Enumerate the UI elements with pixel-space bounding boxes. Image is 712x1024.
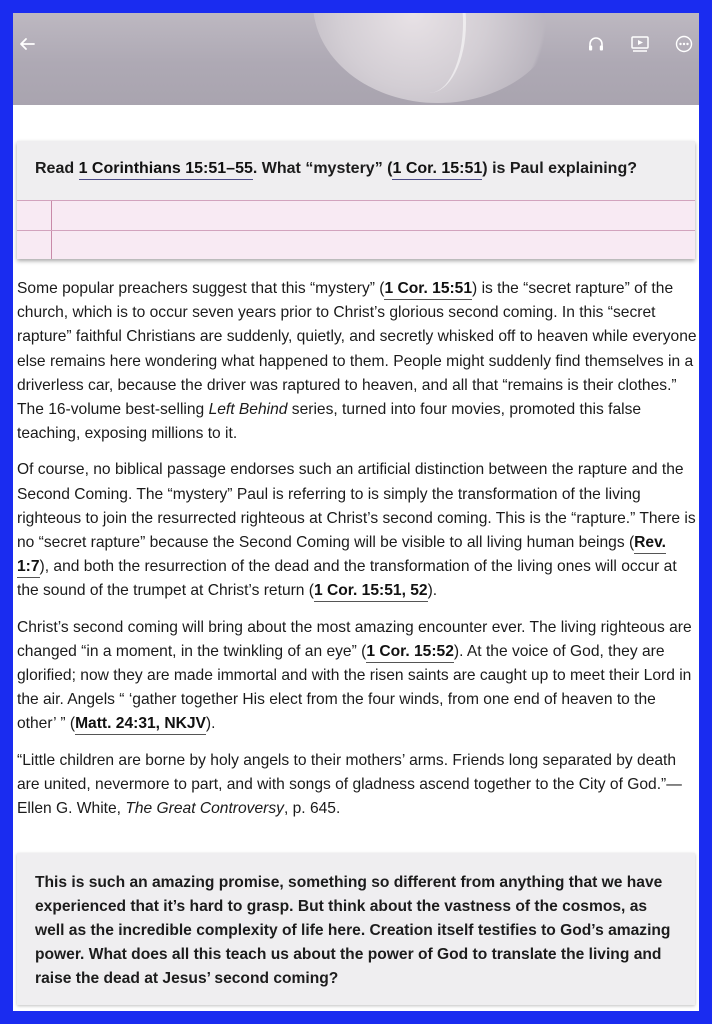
header-image [13, 13, 699, 105]
question-box [17, 141, 695, 259]
video-button[interactable] [629, 33, 651, 55]
more-options-button[interactable] [673, 33, 695, 55]
paragraph: Christ’s second coming will bring about the most amazing encounter ever. The living righteous are changed “in a moment, in the twinkling of an eye” (1 Cor. 15:52). At the voice of God, they are glorified; now they are made immortal and with the risen saints are caught up to meet their Lord in the air. Angels “ ‘gather together His elect from the four winds, from one end of heaven to the other’ ” (Matt. 24:31, NKJV). [17, 616, 697, 737]
more-options-icon [675, 35, 693, 53]
arrow-left-icon [19, 36, 35, 52]
discussion-text: This is such an amazing promise, something so different from anything that we have experienced that it’s hard to grasp. But think about the vastness of the cosmos, as well as the incredible complexity of life here. Creation itself testifies to God’s amazing power. What does all this teach us about the power of God to translate the living and raise the dead at Jesus’ second coming? [35, 874, 671, 987]
paragraph: Some popular preachers suggest that this “mystery” (1 Cor. 15:51) is the “secret rapture” of the church, which is to occur seven years prior to Christ’s glorious second coming. In this “secret rapture” faithful Christians are suddenly, quietly, and secretly whisked off to heaven while everyone else remains here wondering what happened to them. People might suddenly find themselves in a driverless car, because the driver was raptured to heaven, and all that “remains is their clothes.” The 16-volume best-selling Left Behind series, turned into four movies, promoted this false teaching, exposing millions to it. [17, 280, 697, 443]
bible-reference-link[interactable]: 1 Cor. 15:51 [384, 280, 472, 300]
bible-reference-link[interactable]: Matt. 24:31, NKJV [75, 715, 206, 735]
bible-reference-link[interactable]: 1 Cor. 15:51 [392, 160, 482, 180]
bible-reference-link[interactable]: 1 Corinthians 15:51–55 [79, 160, 253, 180]
discussion-box [17, 853, 695, 1005]
audio-button[interactable] [585, 33, 607, 55]
lesson-body [17, 277, 697, 833]
answer-input[interactable] [17, 200, 695, 259]
bible-reference-link[interactable]: 1 Cor. 15:51, 52 [314, 582, 428, 602]
paragraph: Of course, no biblical passage endorses such an artificial distinction between the rapture and the Second Coming. The “mystery” Paul is referring to is simply the transformation of the living righteous to join the resurrected righteous at Christ’s second coming. This is the “rapture.” There is no “secret rapture” because the Second Coming will be visible to all living human beings (Rev. 1:7), and both the resurrection of the dead and the transformation of the living ones will occur at the sound of the trumpet at Christ’s return (1 Cor. 15:51, 52). [17, 458, 697, 603]
bible-reference-link[interactable]: Rev. 1:7 [17, 534, 666, 578]
back-button[interactable] [16, 33, 38, 55]
headphones-icon [587, 35, 605, 53]
question-text: Read 1 Corinthians 15:51–55. What “mystery” (1 Cor. 15:51) is Paul explaining? [35, 157, 685, 181]
quote-paragraph: “Little children are borne by holy angels to their mothers’ arms. Friends long separated by death are united, nevermore to part, and with songs of gladness ascend together to the City of God.”—Ellen G. White, The Great Controversy, p. 645. [17, 751, 682, 818]
play-video-icon [630, 35, 650, 53]
bible-reference-link[interactable]: 1 Cor. 15:52 [366, 643, 454, 663]
lesson-page [13, 13, 699, 1011]
